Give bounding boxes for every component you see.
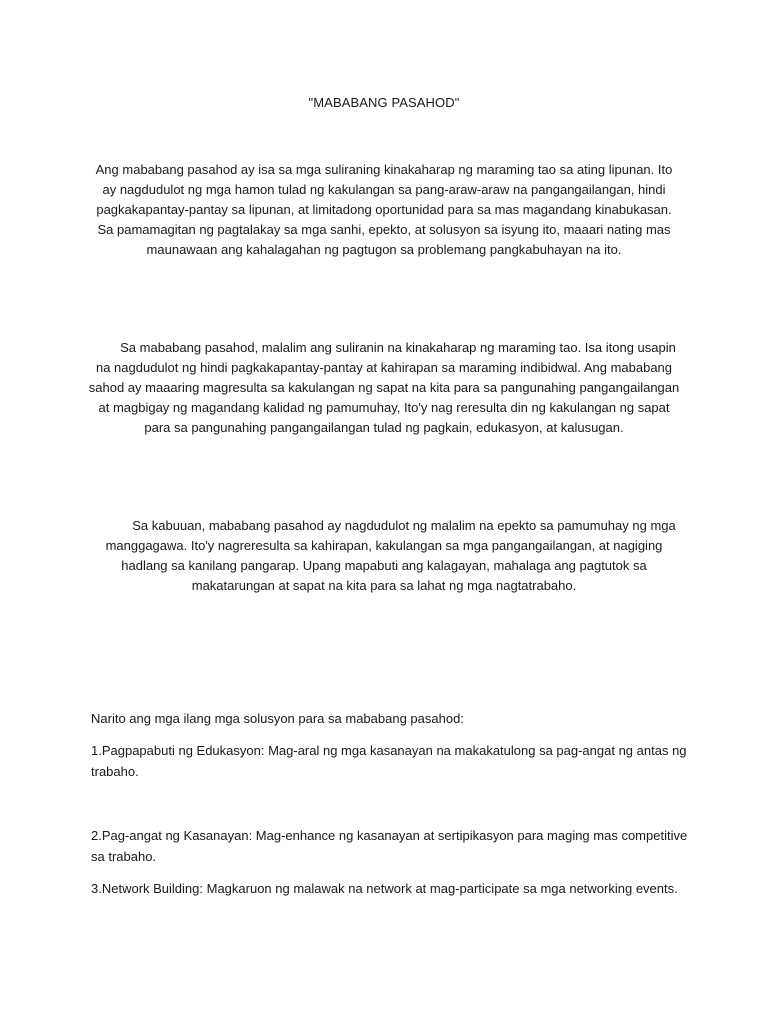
solutions-intro: Narito ang mga ilang mga solusyon para sa mababang pasahod: (91, 711, 464, 726)
paragraph-body: Sa mababang pasahod, malalim ang suliranin na kinakaharap ng maraming tao. Isa itong usapin na nagdudulot ng hindi pagkakapantay-pantay at kahirapan sa maraming indibidwal. Ang mababang sahod ay maaaring magresulta sa kakulangan ng sapat na kita para sa pangunahing pangangailangan at magbigay ng magandang kalidad ng pamumuhay, Ito'y nag reresulta din ng kakulangan ng sapat para sa pangunahing pangangailangan tulad ng pagkain, edukasyon, at kalusugan. (88, 340, 680, 435)
solution-item-skills: 2.Pag-angat ng Kasanayan: Mag-enhance ng kasanayan at sertipikasyon para maging mas competitive sa trabaho. (91, 828, 688, 864)
paragraph-conclusion: Sa kabuuan, mababang pasahod ay nagdudulot ng malalim na epekto sa pamumuhay ng mga manggagawa. Ito'y nagreresulta sa kahirapan, kakulangan sa mga pangangailangan, at nagiging hadlang sa kanilang pangarap. Upang mapabuti ang kalagayan, mahalaga ang pagtutok sa makatarungan at sapat na kita para sa lahat ng mga nagtatrabaho. (105, 518, 676, 593)
document-title: "MABABANG PASAHOD" (308, 95, 460, 110)
solution-item-network: 3.Network Building: Magkaruon ng malawak na network at mag-participate sa mga networking events. (91, 881, 678, 896)
solution-item-education: 1.Pagpapabuti ng Edukasyon: Mag-aral ng mga kasanayan na makakatulong sa pag-angat ng antas ng trabaho. (91, 743, 687, 779)
paragraph-introduction: Ang mababang pasahod ay isa sa mga suliraning kinakaharap ng maraming tao sa ating lipunan. Ito ay nagdudulot ng mga hamon tulad ng kakulangan sa pang-araw-araw na pangangailangan, hindi pagkakapantay-pantay sa lipunan, at limitadong oportunidad para sa mas magandang kinabukasan. Sa pamamagitan ng pagtalakay sa mga sanhi, epekto, at solusyon sa isyung ito, maaari nating mas maunawaan ang kahalagahan ng pagtugon sa problemang pangkabuhayan na ito. (95, 162, 673, 257)
